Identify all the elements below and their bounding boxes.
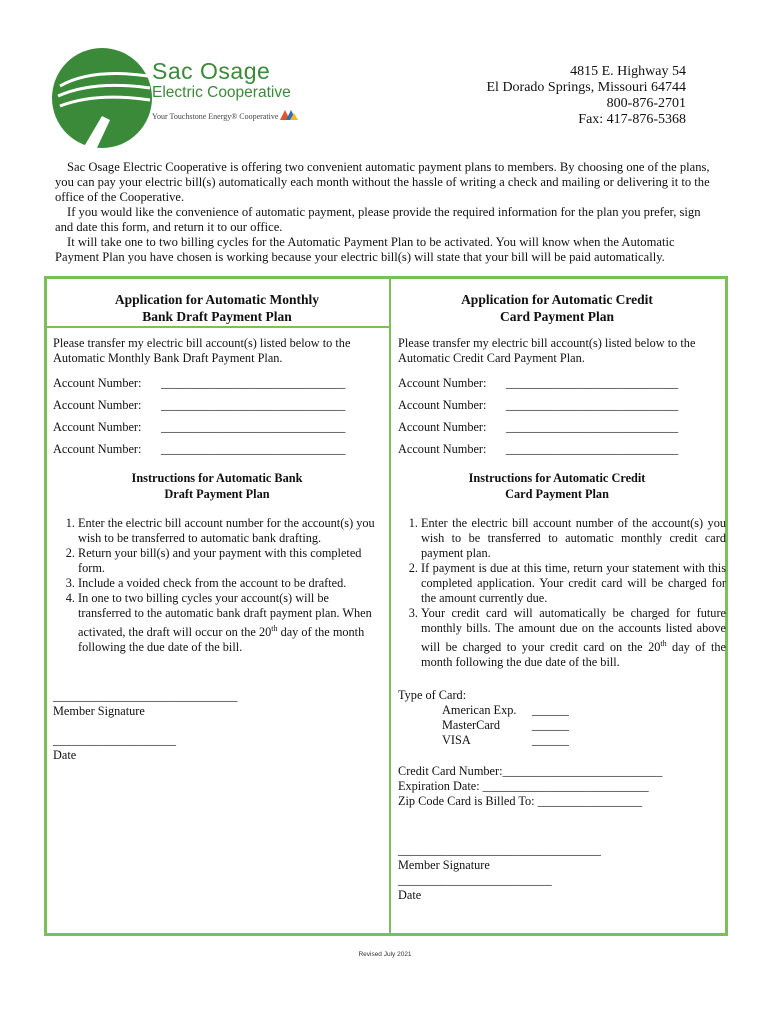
cc-signature-block: [398, 843, 722, 903]
cc-instructions-title-line2: Card Payment Plan: [505, 487, 609, 501]
logo-circle-icon: [52, 46, 152, 150]
bank-account-field-1[interactable]: [53, 372, 387, 394]
card-type-option-amex[interactable]: [442, 703, 722, 718]
cc-account-field-3[interactable]: [398, 416, 722, 438]
intro-paragraph-2: If you would like the convenience of automatic payment, please provide the required information for the plan you prefer, sign and date this form, and return it to our office.: [55, 205, 701, 234]
member-signature-line[interactable]: ______________________________: [53, 689, 238, 704]
cooperative-address: [487, 64, 687, 128]
bank-draft-instructions-title: [47, 470, 387, 502]
account-number-line[interactable]: ______________________________: [161, 376, 346, 390]
member-signature-label: Member Signature: [53, 704, 145, 719]
bank-signature-block: [53, 689, 387, 763]
card-type-visa: VISA: [442, 733, 471, 748]
card-type-label: Type of Card:: [398, 688, 467, 703]
account-number-label: Account Number:: [53, 376, 142, 390]
account-number-line[interactable]: ____________________________: [506, 420, 679, 434]
zip-code-field[interactable]: Zip Code Card is Billed To: _________________: [398, 794, 643, 809]
card-type-block: [398, 688, 722, 748]
application-form-box: [44, 276, 728, 936]
card-type-amex: American Exp.: [442, 703, 517, 718]
cc-account-field-1[interactable]: [398, 372, 722, 394]
credit-card-title-line2: Card Payment Plan: [500, 309, 614, 324]
credit-card-lead: Please transfer my electric bill account(s) listed below to the Automatic Credit Card Payment Plan.: [398, 336, 696, 365]
account-number-line[interactable]: ____________________________: [506, 442, 679, 456]
account-number-line[interactable]: ______________________________: [161, 420, 346, 434]
credit-card-column: [392, 279, 726, 903]
bank-instructions-title-line1: Instructions for Automatic Bank: [131, 471, 303, 485]
account-number-line[interactable]: ____________________________: [506, 376, 679, 390]
account-number-line[interactable]: ______________________________: [161, 442, 346, 456]
bank-instructions-title-line2: Draft Payment Plan: [164, 487, 270, 501]
date-label: Date: [53, 748, 77, 763]
intro-paragraph-3: It will take one to two billing cycles for the Automatic Payment Plan to be activated. You will know when the Automatic Payment Plan you have chosen is working because your electric bill(s) will state that your bill will be paid automatically.: [55, 235, 675, 264]
card-type-option-mastercard[interactable]: [442, 718, 722, 733]
revised-date: Revised July 2021: [358, 951, 412, 958]
cc-account-field-2[interactable]: [398, 394, 722, 416]
cc-step-2: 2. If payment is due at this time, return your statement with this completed application. Your credit card will be charged for the amount currently due.: [421, 561, 726, 606]
date-line[interactable]: ____________________: [53, 733, 176, 748]
date-label: Date: [398, 888, 422, 903]
card-type-visa-line[interactable]: ______: [532, 733, 569, 748]
card-type-mastercard-line[interactable]: ______: [532, 718, 569, 733]
cc-step-1: 1. Enter the electric bill account number of the account(s) you wish to be transferred to automatic monthly credit card payment plan.: [421, 516, 726, 561]
account-number-label: Account Number:: [53, 420, 142, 434]
bank-account-field-3[interactable]: [53, 416, 387, 438]
address-street: 4815 E. Highway 54: [570, 64, 686, 79]
credit-card-number-field[interactable]: Credit Card Number:__________________________: [398, 764, 663, 779]
account-number-label: Account Number:: [398, 376, 487, 390]
account-number-label: Account Number:: [53, 398, 142, 412]
bank-step-4: 4. In one to two billing cycles your account(s) will be transferred to the automatic bank draft payment plan. When activated, the draft will occur on the 20th day of the month following the due date of the bill.: [78, 591, 383, 655]
credit-card-title: [392, 279, 722, 326]
touchstone-energy-icon: [278, 108, 300, 122]
credit-card-steps: [396, 516, 726, 670]
column-divider: [389, 279, 391, 933]
member-signature-label: Member Signature: [398, 858, 490, 873]
bank-draft-title-line2: Bank Draft Payment Plan: [142, 309, 292, 324]
intro-paragraph-1: Sac Osage Electric Cooperative is offering two convenient automatic payment plans to members. By choosing one of the plans, you can pay your electric bill(s) automatically each month without the hassle of writing a check and mailing or delivering it to the office of the Cooperative.: [55, 160, 710, 204]
sac-osage-logo: [52, 46, 312, 150]
bank-draft-column: [47, 279, 387, 763]
account-number-label: Account Number:: [398, 420, 487, 434]
logo-name-line1: Sac Osage: [152, 58, 271, 84]
account-number-line[interactable]: ____________________________: [506, 398, 679, 412]
member-signature-line[interactable]: _________________________________: [398, 843, 601, 858]
card-type-amex-line[interactable]: ______: [532, 703, 569, 718]
bank-account-field-4[interactable]: [53, 438, 387, 460]
intro-text: [55, 160, 716, 265]
bank-step-2: 2. Return your bill(s) and your payment with this completed form.: [78, 546, 383, 576]
date-line[interactable]: _________________________: [398, 873, 552, 888]
expiration-date-field[interactable]: Expiration Date: ___________________________: [398, 779, 649, 794]
account-number-line[interactable]: ______________________________: [161, 398, 346, 412]
account-number-label: Account Number:: [398, 398, 487, 412]
logo-name-line2: Electric Cooperative: [152, 84, 291, 101]
address-city: El Dorado Springs, Missouri 64744: [486, 80, 686, 95]
credit-card-title-line1: Application for Automatic Credit: [461, 292, 653, 307]
account-number-label: Account Number:: [53, 442, 142, 456]
card-type-option-visa[interactable]: [442, 733, 722, 748]
credit-card-instructions-title: [392, 470, 722, 502]
bank-step-1: 1. Enter the electric bill account number for the account(s) you wish to be transferred to automatic bank drafting.: [78, 516, 383, 546]
card-type-mastercard: MasterCard: [442, 718, 501, 733]
cc-instructions-title-line1: Instructions for Automatic Credit: [468, 471, 646, 485]
address-fax: Fax: 417-876-5368: [578, 112, 686, 127]
bank-draft-steps: [53, 516, 383, 655]
logo-tagline: Your Touchstone Energy® Cooperative: [152, 112, 279, 121]
bank-draft-lead: Please transfer my electric bill account(s) listed below to the Automatic Monthly Bank Draft Payment Plan.: [53, 336, 351, 365]
card-details-block: [398, 764, 722, 809]
cc-account-field-4[interactable]: [398, 438, 722, 460]
address-phone: 800-876-2701: [606, 96, 686, 111]
bank-draft-title-line1: Application for Automatic Monthly: [114, 292, 320, 307]
account-number-label: Account Number:: [398, 442, 487, 456]
bank-account-field-2[interactable]: [53, 394, 387, 416]
bank-step-3: 3. Include a voided check from the account to be drafted.: [78, 576, 383, 591]
bank-draft-title: [47, 279, 387, 326]
cc-step-3: 3. Your credit card will automatically be charged for future monthly bills. The amount due on the accounts listed above will be charged to your credit card on the 20th day of the month following the due date of the bill.: [421, 606, 726, 670]
